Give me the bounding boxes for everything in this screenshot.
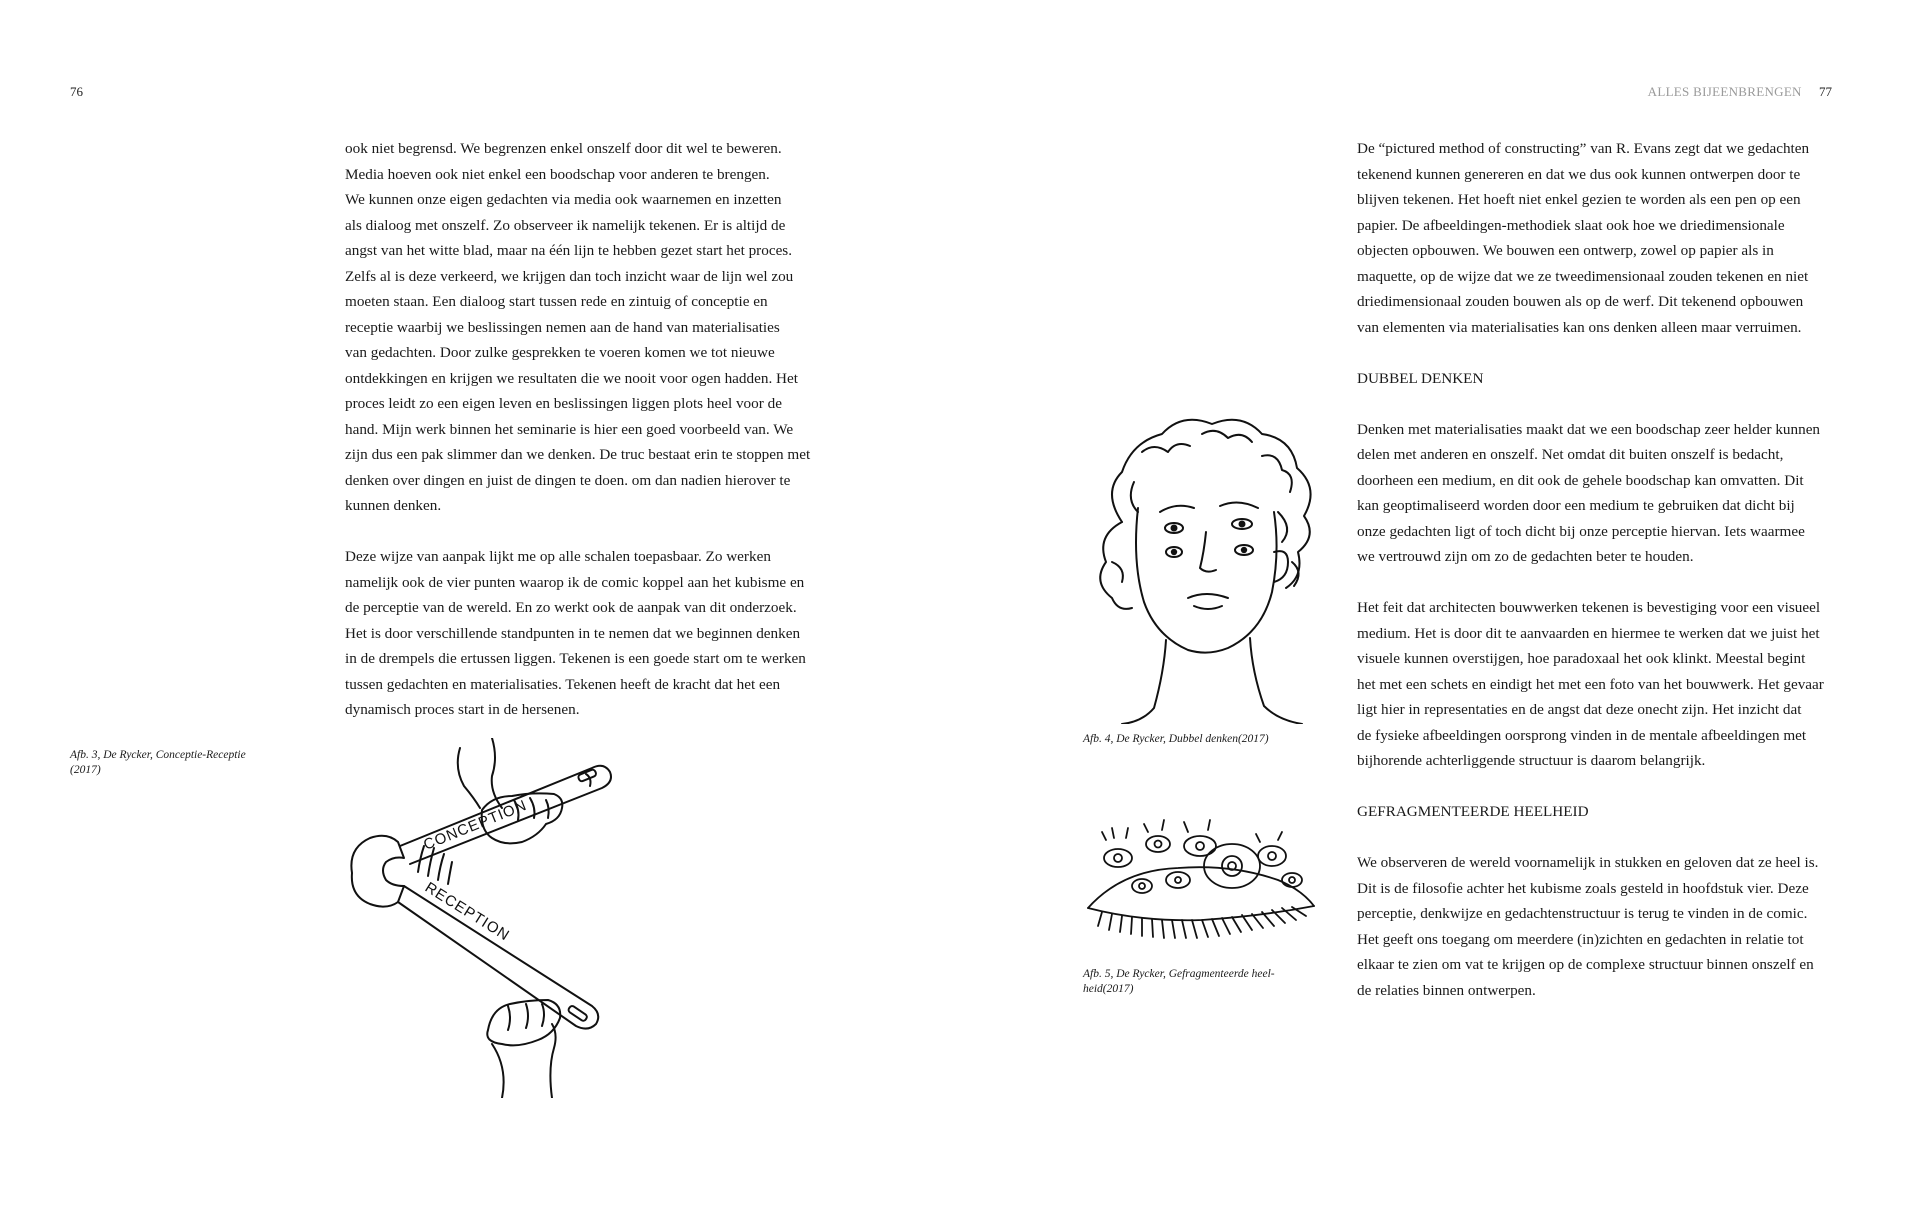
left-paragraph-2: [345, 544, 865, 723]
text-line: objecten opbouwen. We bouwen een ontwerp, zowel op papier als in: [1357, 242, 1774, 259]
text-line: tekenend kunnen genereren en dat we dus ook kunnen ontwerpen door te: [1357, 165, 1801, 183]
text-line: Denken met materialisaties maakt dat we een boodschap zeer helder kunnen: [1357, 420, 1821, 438]
text-line: perceptie, denkwijze en gedachtenstructuur is terug te vinden in de comic.: [1357, 905, 1808, 922]
right-body-text: [1357, 136, 1867, 1029]
text-line: Het is door verschillende standpunten in te nemen dat we beginnen denken: [345, 624, 801, 642]
dubbel-paragraph-1: [1357, 417, 1867, 570]
text-line: tussen gedachten en materialisaties. Tekenen heeft de kracht dat het een: [345, 675, 781, 693]
conception-reception-drawing: [342, 738, 682, 1098]
text-line: van elementen via materialisaties kan ons denken alleen maar verruimen.: [1357, 318, 1802, 336]
text-line: elkaar te zien om vat te krijgen op de complexe structuur binnen onszelf en: [1357, 956, 1814, 973]
text-line: in de drempels die ertussen liggen. Tekenen is een goede start om te werken: [345, 650, 806, 667]
text-line: angst van het witte blad, maar na één lijn te hebben gezet start het proces.: [345, 242, 793, 259]
running-head-title: ALLES BIJEENBRENGEN: [1647, 84, 1802, 99]
text-line: van gedachten. Door zulke gesprekken te voeren komen we tot nieuwe: [345, 344, 775, 361]
text-line: Het feit dat architecten bouwwerken tekenen is bevestiging voor een visueel: [1357, 599, 1821, 616]
right-intro-paragraph: [1357, 136, 1867, 340]
text-line: doorheen een medium, en dit ook de gehele boodschap kan omvatten. Dit: [1357, 471, 1804, 489]
reception-label: RECEPTION: [421, 878, 513, 945]
text-line: blijven tekenen. Het hoeft niet enkel gezien te worden als een pen op een: [1357, 191, 1801, 208]
page-number-left: 76: [70, 84, 83, 99]
text-line: Zelfs al is deze verkeerd, we krijgen dan toch inzicht waar de lijn wel zou: [345, 267, 794, 285]
dubbel-paragraph-2: [1357, 595, 1867, 774]
running-head: [1648, 84, 1832, 100]
text-line: De “pictured method of constructing” van R. Evans zegt dat we gedachten: [1357, 140, 1810, 157]
text-line: kunnen denken.: [345, 497, 442, 514]
text-line: ontdekkingen en krijgen we resultaten die we nooit voor ogen hadden. Het: [345, 369, 798, 387]
double-thinking-face-drawing: [1082, 412, 1334, 724]
text-line: We observeren de wereld voornamelijk in stukken en geloven dat ze heel is.: [1357, 854, 1819, 871]
text-line: papier. De afbeeldingen-methodiek slaat ook hoe we driedimensionale: [1357, 216, 1785, 234]
text-line: Media hoeven ook niet enkel een boodschap voor anderen te brengen.: [345, 165, 770, 183]
text-line: ook niet begrensd. We begrenzen enkel onszelf door dit wel te beweren.: [345, 140, 782, 157]
text-line: onze gedachten ligt of toch dicht bij onze perceptie hiervan. Iets waarmee: [1357, 522, 1805, 540]
caption-line: (2017): [70, 764, 101, 776]
text-line: kan geoptimaliseerd worden door een medium te gebruiken dat dicht bij: [1357, 497, 1795, 514]
text-line: maquette, op de wijze dat we ze tweedimensionaal zouden tekenen en niet: [1357, 267, 1809, 285]
text-line: namelijk ook de vier punten waarop ik de comic koppel aan het kubisme en: [345, 573, 805, 591]
text-line: receptie waarbij we beslissingen nemen aan de hand van materialisaties: [345, 318, 780, 336]
text-line: ligt hier in representaties en de angst dat deze onecht zijn. Het inzicht dat: [1357, 701, 1802, 718]
conception-label: CONCEPTION: [421, 796, 530, 854]
text-line: zijn dus een pak slimmer dan we denken. De truc bestaat erin te stoppen met: [345, 446, 811, 463]
figure-4-caption: Afb. 4, De Rycker, Dubbel denken(2017): [1083, 733, 1269, 745]
text-line: bijhorende achterliggende structuur is daarom belangrijk.: [1357, 752, 1706, 769]
figure-5-caption: [1083, 967, 1323, 997]
caption-line: Afb. 5, De Rycker, Gefragmenteerde heel-: [1083, 968, 1275, 980]
text-line: het met een schets en eindigt het met een foto van het bouwwerk. Het gevaar: [1357, 675, 1824, 693]
section-heading-dubbel-denken: DUBBEL DENKEN: [1357, 369, 1484, 387]
text-line: moeten staan. Een dialoog start tussen rede en zintuig of conceptie en: [345, 293, 768, 310]
gefragmenteerde-paragraph-1: [1357, 850, 1867, 1003]
section-heading-gefragmenteerde-heelheid: GEFRAGMENTEERDE HEELHEID: [1357, 803, 1589, 820]
page-number-right: 77: [1819, 84, 1832, 99]
caption-line: heid(2017): [1083, 983, 1134, 995]
text-line: delen met anderen en onszelf. Net omdat dit buiten onszelf is bedacht,: [1357, 446, 1784, 463]
text-line: de relaties binnen ontwerpen.: [1357, 981, 1536, 999]
text-line: driedimensionaal zouden bouwen als op de werf. Dit tekenend opbouwen: [1357, 293, 1804, 310]
text-line: de fysieke afbeeldingen oorsprong vinden in de mentale afbeeldingen met: [1357, 726, 1807, 744]
text-line: medium. Het is door dit te aanvaarden en hiermee te werken dat we juist het: [1357, 624, 1820, 642]
text-line: visuele kunnen overstijgen, hoe paradoxaal het ook klinkt. Meestal begint: [1357, 650, 1806, 667]
text-line: we vertrouwd zijn om zo de gedachten beter te houden.: [1357, 548, 1694, 565]
fragmented-wholeness-drawing: [1082, 810, 1317, 950]
text-line: als dialoog met onszelf. Zo observeer ik namelijk tekenen. Er is altijd de: [345, 216, 786, 234]
figure-3-caption: [70, 748, 300, 778]
left-body-text: [345, 136, 865, 748]
text-line: de perceptie van de wereld. En zo werkt ook de aanpak van dit onderzoek.: [345, 599, 797, 616]
text-line: proces leidt zo een eigen leven en beslissingen liggen plots heel voor de: [345, 395, 782, 412]
text-line: dynamisch proces start in de hersenen.: [345, 701, 580, 718]
text-line: Dit is de filosofie achter het kubisme zoals gesteld in hoofdstuk vier. Deze: [1357, 879, 1809, 897]
text-line: We kunnen onze eigen gedachten via media ook waarnemen en inzetten: [345, 191, 782, 208]
text-line: hand. Mijn werk binnen het seminarie is hier een goed voorbeeld van. We: [345, 420, 794, 438]
caption-line: Afb. 3, De Rycker, Conceptie-Receptie: [70, 749, 246, 761]
text-line: Deze wijze van aanpak lijkt me op alle schalen toepasbaar. Zo werken: [345, 548, 771, 565]
text-line: Het geeft ons toegang om meerdere (in)zichten en gedachten in relatie tot: [1357, 930, 1804, 948]
left-paragraph-1: [345, 136, 865, 519]
text-line: denken over dingen en juist de dingen te doen. om dan nadien hierover te: [345, 471, 791, 489]
